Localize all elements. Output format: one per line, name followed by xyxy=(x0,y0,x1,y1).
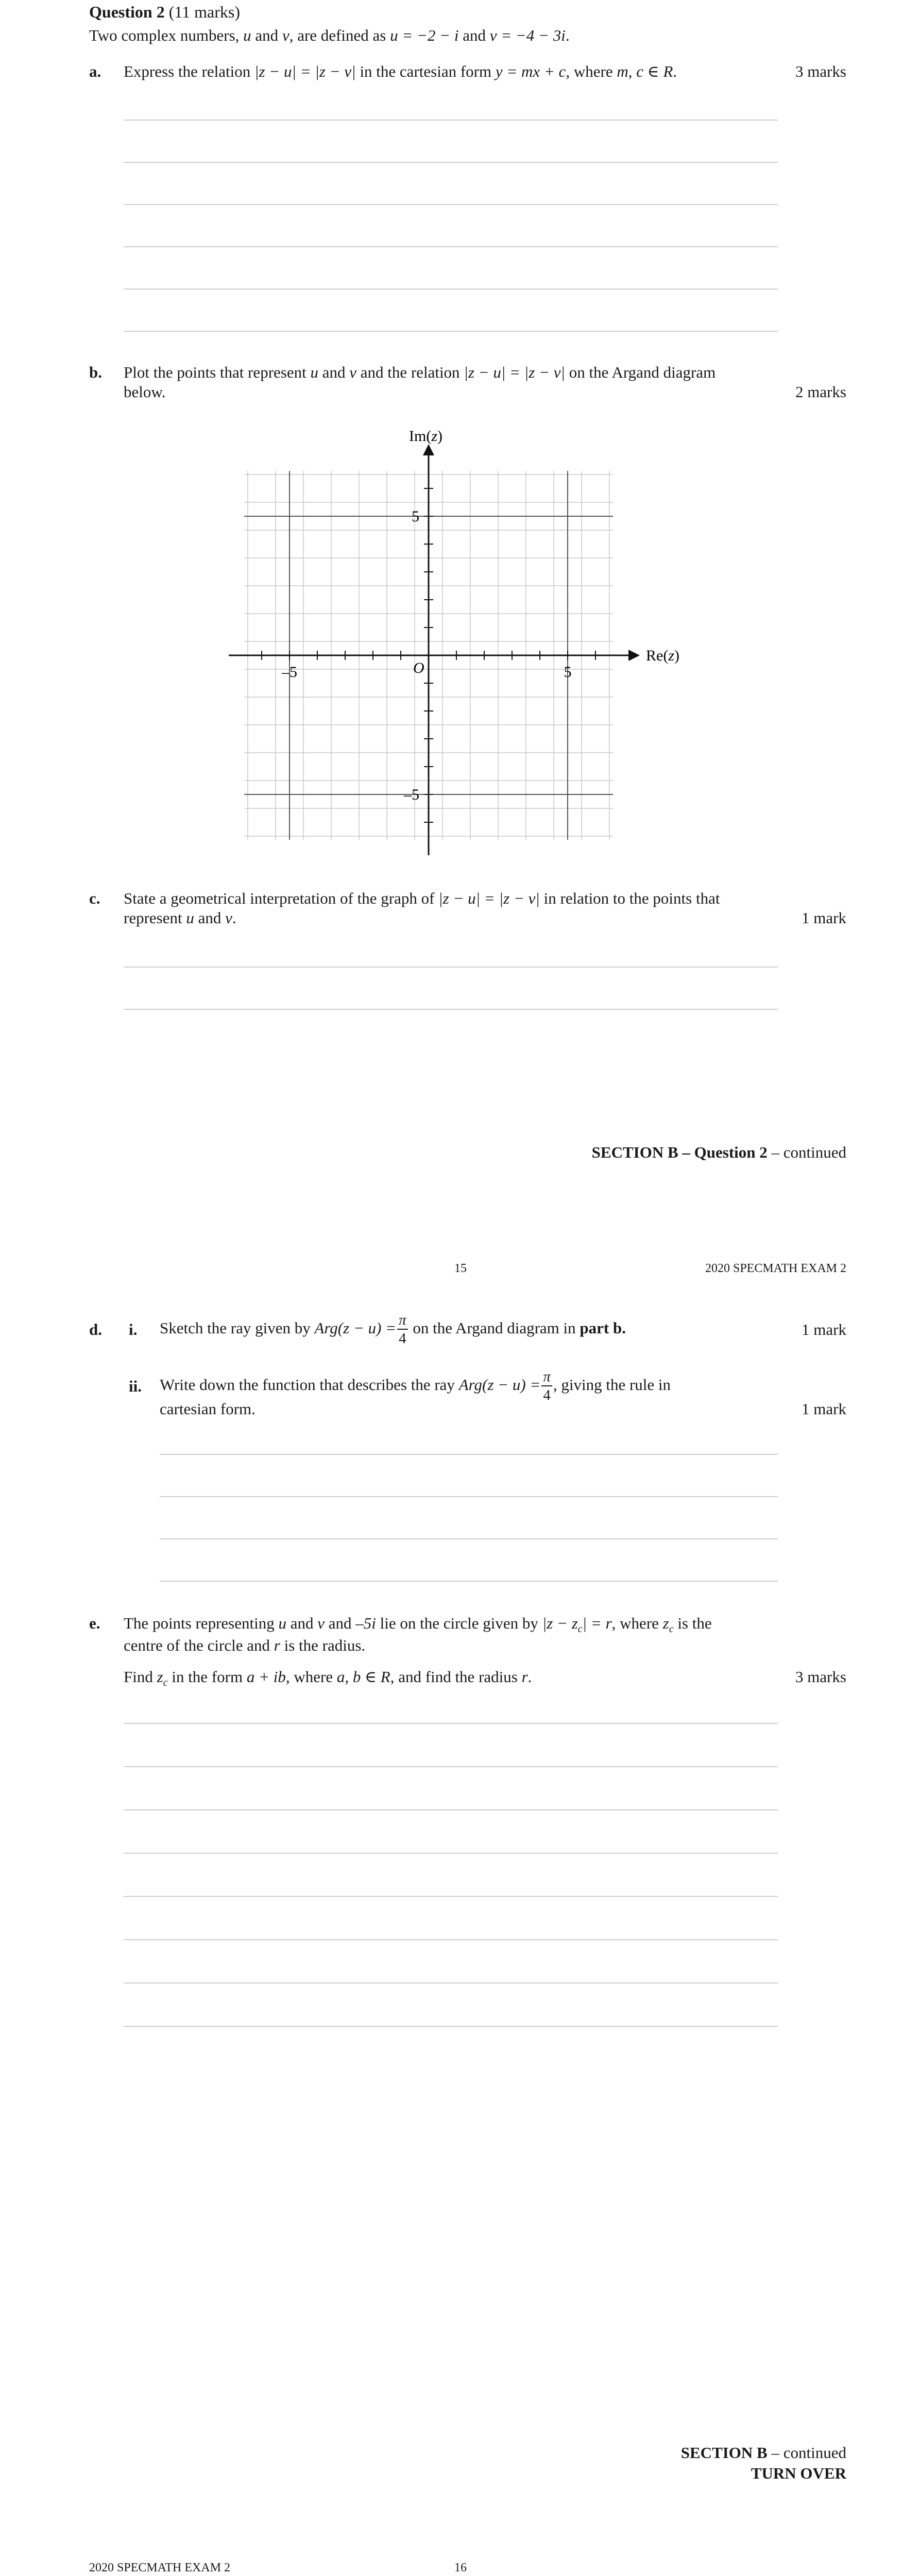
part-e-text-segment: and xyxy=(324,1614,356,1632)
part-e-point: –5i xyxy=(355,1614,376,1632)
part-e-find xyxy=(124,1667,532,1689)
part-a-text-segment: Express the relation xyxy=(124,62,254,80)
part-b-line-1 xyxy=(124,363,773,382)
part-b-text xyxy=(124,363,773,402)
part-a-form: y = mx + c xyxy=(495,62,566,80)
answer-line[interactable] xyxy=(124,162,778,163)
part-e-v: v xyxy=(317,1614,325,1632)
subscript: c xyxy=(577,1623,583,1635)
tick-label-y-pos: 5 xyxy=(412,508,419,525)
part-d-ii-label: ii. xyxy=(129,1377,142,1395)
intro-text: , are defined as xyxy=(289,26,390,44)
answer-line[interactable] xyxy=(160,1454,778,1455)
part-e-text-segment: lie on the circle given by xyxy=(376,1614,542,1632)
part-e-text-segment: is the radius. xyxy=(280,1636,366,1654)
part-e-find-segment: , and find the radius xyxy=(390,1668,522,1686)
continued-section: SECTION B xyxy=(680,2444,768,2462)
answer-line[interactable] xyxy=(124,1809,778,1810)
answer-line[interactable] xyxy=(124,1723,778,1724)
part-d-i-text-segment: on the Argand diagram in xyxy=(408,1319,580,1337)
part-d-letter: d. xyxy=(89,1320,102,1338)
continued-section: SECTION B – Question 2 xyxy=(591,1143,768,1161)
part-a-text xyxy=(124,62,677,81)
answer-line[interactable] xyxy=(124,1009,778,1010)
part-e-circle: |z − z xyxy=(542,1614,578,1632)
subscript: c xyxy=(669,1623,674,1635)
continued-suffix: – continued xyxy=(767,1143,846,1161)
answer-line[interactable] xyxy=(124,2026,778,2027)
answer-line[interactable] xyxy=(124,289,778,290)
part-c-text-segment: State a geometrical interpretation of the graph of xyxy=(124,889,439,907)
part-e-find-r: r xyxy=(521,1668,528,1686)
part-d-ii-text-segment: Write down the function that describes the ray xyxy=(160,1376,459,1394)
exam-title: 2020 SPECMATH EXAM 2 xyxy=(89,2561,231,2574)
part-a-relation: |z − u| = |z − v| xyxy=(254,62,356,80)
page-number: 15 xyxy=(454,1262,467,1275)
part-e-text-segment: and xyxy=(286,1614,318,1632)
part-e-text-segment: The points representing xyxy=(124,1614,279,1632)
part-e-find-condition: a, b ∈ R xyxy=(336,1668,390,1686)
part-e-u: u xyxy=(278,1614,286,1632)
part-b-u: u xyxy=(310,363,318,381)
part-c-text xyxy=(124,889,773,928)
part-c-letter: c. xyxy=(89,889,100,907)
part-a-text-segment: , where xyxy=(566,62,617,80)
answer-line[interactable] xyxy=(124,1853,778,1854)
part-b-line-2: below. xyxy=(124,382,166,401)
turn-over: TURN OVER xyxy=(751,2464,846,2482)
question-marks: (11 marks) xyxy=(168,3,241,21)
answer-line[interactable] xyxy=(124,1982,778,1984)
part-d-ii-marks: 1 mark xyxy=(802,1400,846,1418)
part-c-text-segment: . xyxy=(232,908,236,927)
part-c-text-segment: and xyxy=(194,908,226,927)
fraction-denominator: 4 xyxy=(543,1387,551,1404)
im-axis-arrow-icon xyxy=(423,444,434,455)
axes xyxy=(229,444,640,855)
part-d-i-bold: part b. xyxy=(580,1319,626,1337)
part-e-circle-end: | = r xyxy=(582,1614,612,1632)
intro-text: and xyxy=(458,26,490,44)
intro-text: Two complex numbers, xyxy=(89,26,244,44)
part-e-find-segment: , where xyxy=(285,1668,337,1686)
part-d-i-marks: 1 mark xyxy=(802,1320,846,1338)
answer-line[interactable] xyxy=(160,1496,778,1497)
part-d-i-label: i. xyxy=(129,1320,138,1338)
part-c-v: v xyxy=(225,908,232,927)
part-e-zc: z xyxy=(662,1614,669,1632)
arg-expression: Arg(z − u) = xyxy=(458,1376,541,1394)
part-e-text-segment: centre of the circle and xyxy=(124,1636,274,1654)
page-number: 16 xyxy=(454,2561,467,2574)
continued-suffix: – continued xyxy=(767,2444,846,2462)
part-e-marks: 3 marks xyxy=(795,1668,846,1686)
answer-line[interactable] xyxy=(160,1581,778,1582)
part-a-condition: m, c ∈ R xyxy=(617,62,673,80)
part-e-find-segment: Find xyxy=(124,1668,157,1686)
part-b-text-segment: and the relation xyxy=(356,363,464,381)
part-e-find-segment: . xyxy=(527,1668,532,1686)
part-a-text-segment: in the cartesian form xyxy=(355,62,496,80)
part-a-letter: a. xyxy=(89,62,101,80)
fraction-numerator: π xyxy=(541,1369,552,1386)
answer-line[interactable] xyxy=(124,120,778,121)
arg-expression: Arg(z − u) = xyxy=(314,1319,397,1337)
part-e-text-segment: is the xyxy=(673,1614,712,1632)
exam-title: 2020 SPECMATH EXAM 2 xyxy=(705,1262,846,1275)
part-e-r: r xyxy=(274,1636,280,1654)
answer-line[interactable] xyxy=(160,1538,778,1539)
intro-v: v xyxy=(282,26,289,44)
subscript: c xyxy=(163,1677,168,1689)
part-e-text-segment: , where xyxy=(611,1614,663,1632)
fraction-numerator: π xyxy=(397,1313,408,1330)
continued-notice-2 xyxy=(681,2443,846,2463)
part-c-text-segment: in relation to the points that xyxy=(539,889,720,907)
part-a-marks: 3 marks xyxy=(795,62,846,80)
part-e-find-z: z xyxy=(157,1668,163,1686)
part-e-line-1 xyxy=(124,1614,773,1636)
answer-line[interactable] xyxy=(124,246,778,247)
part-d-ii-text-segment: , giving the rule in xyxy=(553,1376,671,1394)
answer-line[interactable] xyxy=(124,967,778,968)
question-title: Question 2 xyxy=(89,3,165,21)
part-e-letter: e. xyxy=(89,1614,100,1632)
part-b-marks: 2 marks xyxy=(795,383,846,401)
part-b-text-segment: Plot the points that represent xyxy=(124,363,311,381)
part-b-v: v xyxy=(349,363,356,381)
intro-u-definition: u = −2 − i xyxy=(390,26,459,44)
answer-line[interactable] xyxy=(124,1766,778,1767)
pi-over-4 xyxy=(541,1369,552,1403)
answer-line[interactable] xyxy=(124,1939,778,1940)
part-e-find-form: a + ib xyxy=(246,1668,286,1686)
part-c-line-2 xyxy=(124,908,773,928)
fraction-denominator: 4 xyxy=(399,1330,406,1347)
question-intro xyxy=(89,26,570,45)
intro-v-definition: v = −4 − 3i xyxy=(489,26,566,44)
argand-diagram[interactable] xyxy=(206,422,680,855)
part-c-u: u xyxy=(186,908,194,927)
part-b-text-segment: on the Argand diagram xyxy=(565,363,716,381)
question-heading xyxy=(89,2,240,22)
answer-line[interactable] xyxy=(124,204,778,205)
intro-u: u xyxy=(243,26,251,44)
tick-label-x-pos: 5 xyxy=(564,664,572,681)
part-c-relation: |z − u| = |z − v| xyxy=(438,889,540,907)
part-e-line-2 xyxy=(124,1636,773,1655)
intro-text: . xyxy=(565,26,570,44)
part-e-text xyxy=(124,1614,773,1655)
part-b-text-segment: and xyxy=(318,363,350,381)
part-d-i-text xyxy=(160,1308,626,1349)
im-axis-label: Im(z) xyxy=(409,428,443,445)
origin-label: O xyxy=(413,659,424,676)
part-c-text-segment: represent xyxy=(124,908,186,927)
part-d-i-text-segment: Sketch the ray given by xyxy=(160,1319,315,1337)
continued-notice xyxy=(592,1143,846,1162)
pi-over-4 xyxy=(397,1313,408,1346)
part-c-marks: 1 mark xyxy=(802,909,846,927)
re-axis-label: Re(z) xyxy=(646,647,680,664)
part-b-relation: |z − u| = |z − v| xyxy=(464,363,566,381)
answer-line[interactable] xyxy=(124,331,778,332)
part-a-text-segment: . xyxy=(673,62,677,80)
tick-label-x-neg: –5 xyxy=(282,664,297,681)
part-b-letter: b. xyxy=(89,363,102,381)
intro-text: and xyxy=(251,26,282,44)
part-e-find-segment: in the form xyxy=(167,1668,247,1686)
re-axis-arrow-icon xyxy=(628,650,640,661)
answer-line[interactable] xyxy=(124,1896,778,1897)
part-c-line-1 xyxy=(124,889,773,908)
tick-label-y-neg: –5 xyxy=(404,786,419,803)
part-d-ii-line-2: cartesian form. xyxy=(160,1400,255,1418)
